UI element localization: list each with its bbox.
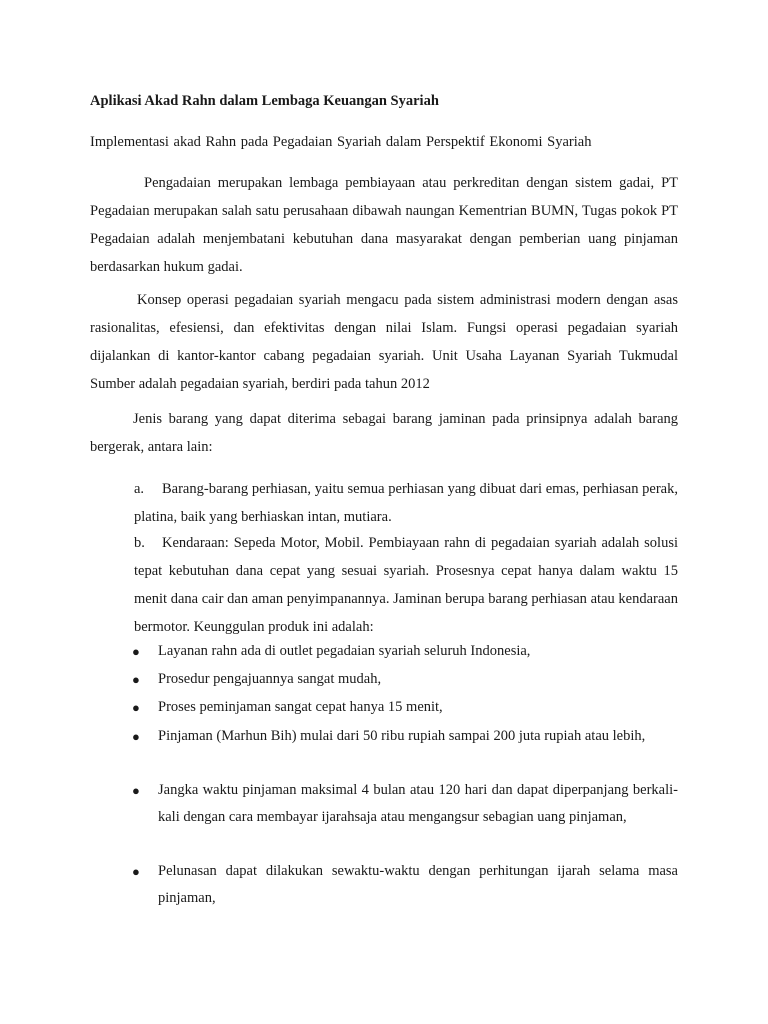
item-marker: a. xyxy=(134,481,145,497)
item-marker: b. xyxy=(134,535,145,551)
item-text: Barang-barang perhiasan, yaitu semua perhiasan yang dibuat dari emas, perhiasan perak, platina, baik yang berhiaskan intan, mutiara. xyxy=(134,481,678,525)
paragraph: Jenis barang yang dapat diterima sebagai barang jaminan pada prinsipnya adalah barang bergerak, antara lain: xyxy=(90,411,678,455)
bullet-icon: ● xyxy=(132,672,140,687)
lettered-item xyxy=(134,529,678,641)
list-item-text: Layanan rahn ada di outlet pegadaian syariah seluruh Indonesia, xyxy=(158,643,531,659)
bullet-icon: ● xyxy=(132,729,140,744)
bullet-icon: ● xyxy=(132,700,140,715)
list-item-text: Prosedur pengajuannya sangat mudah, xyxy=(158,671,382,687)
list-item-text: Pinjaman (Marhun Bih) mulai dari 50 ribu rupiah sampai 200 juta rupiah atau lebih, xyxy=(158,728,646,744)
document-title: Aplikasi Akad Rahn dalam Lembaga Keuangan Syariah xyxy=(90,93,439,109)
list-item-text: Proses peminjaman sangat cepat hanya 15 menit, xyxy=(158,699,443,715)
bullet-icon: ● xyxy=(132,783,140,798)
document-subtitle: Implementasi akad Rahn pada Pegadaian Syariah dalam Perspektif Ekonomi Syariah xyxy=(90,134,592,150)
bullet-icon: ● xyxy=(132,864,140,879)
list-item-text: Pelunasan dapat dilakukan sewaktu-waktu dengan perhitungan ijarah selama masa pinjaman, xyxy=(158,863,678,906)
lettered-item xyxy=(134,475,678,531)
paragraph: Konsep operasi pegadaian syariah mengacu pada sistem administrasi modern dengan asas rasionalitas, efesiensi, dan efektivitas dengan nilai Islam. Fungsi operasi pegadaian syariah dijalankan di kantor-kantor cabang pegadaian syariah. Unit Usaha Layanan Syariah Tukmudal Sumber adalah pegadaian syariah, berdiri pada tahun 2012 xyxy=(90,292,678,392)
item-text: Kendaraan: Sepeda Motor, Mobil. Pembiayaan rahn di pegadaian syariah adalah solusi tepat kebutuhan dana cepat yang sesuai syariah. Prosesnya cepat hanya dalam waktu 15 menit dana cair dan aman penyimpanannya. Jaminan berupa barang perhiasan atau kendaraan bermotor. Keunggulan produk ini adalah: xyxy=(134,535,678,635)
list-item-text: Jangka waktu pinjaman maksimal 4 bulan atau 120 hari dan dapat diperpanjang berkali-kali dengan cara membayar ijarahsaja atau mengangsur sebagian uang pinjaman, xyxy=(158,782,678,825)
paragraph: Pengadaian merupakan lembaga pembiayaan atau perkreditan dengan sistem gadai, PT Pegadaian merupakan salah satu perusahaan dibawah naungan Kementrian BUMN, Tugas pokok PT Pegadaian adalah menjembatani kebutuhan dana masyarakat dengan pemberian uang pinjaman berdasarkan hukum gadai. xyxy=(90,175,678,275)
bullet-icon: ● xyxy=(132,644,140,659)
